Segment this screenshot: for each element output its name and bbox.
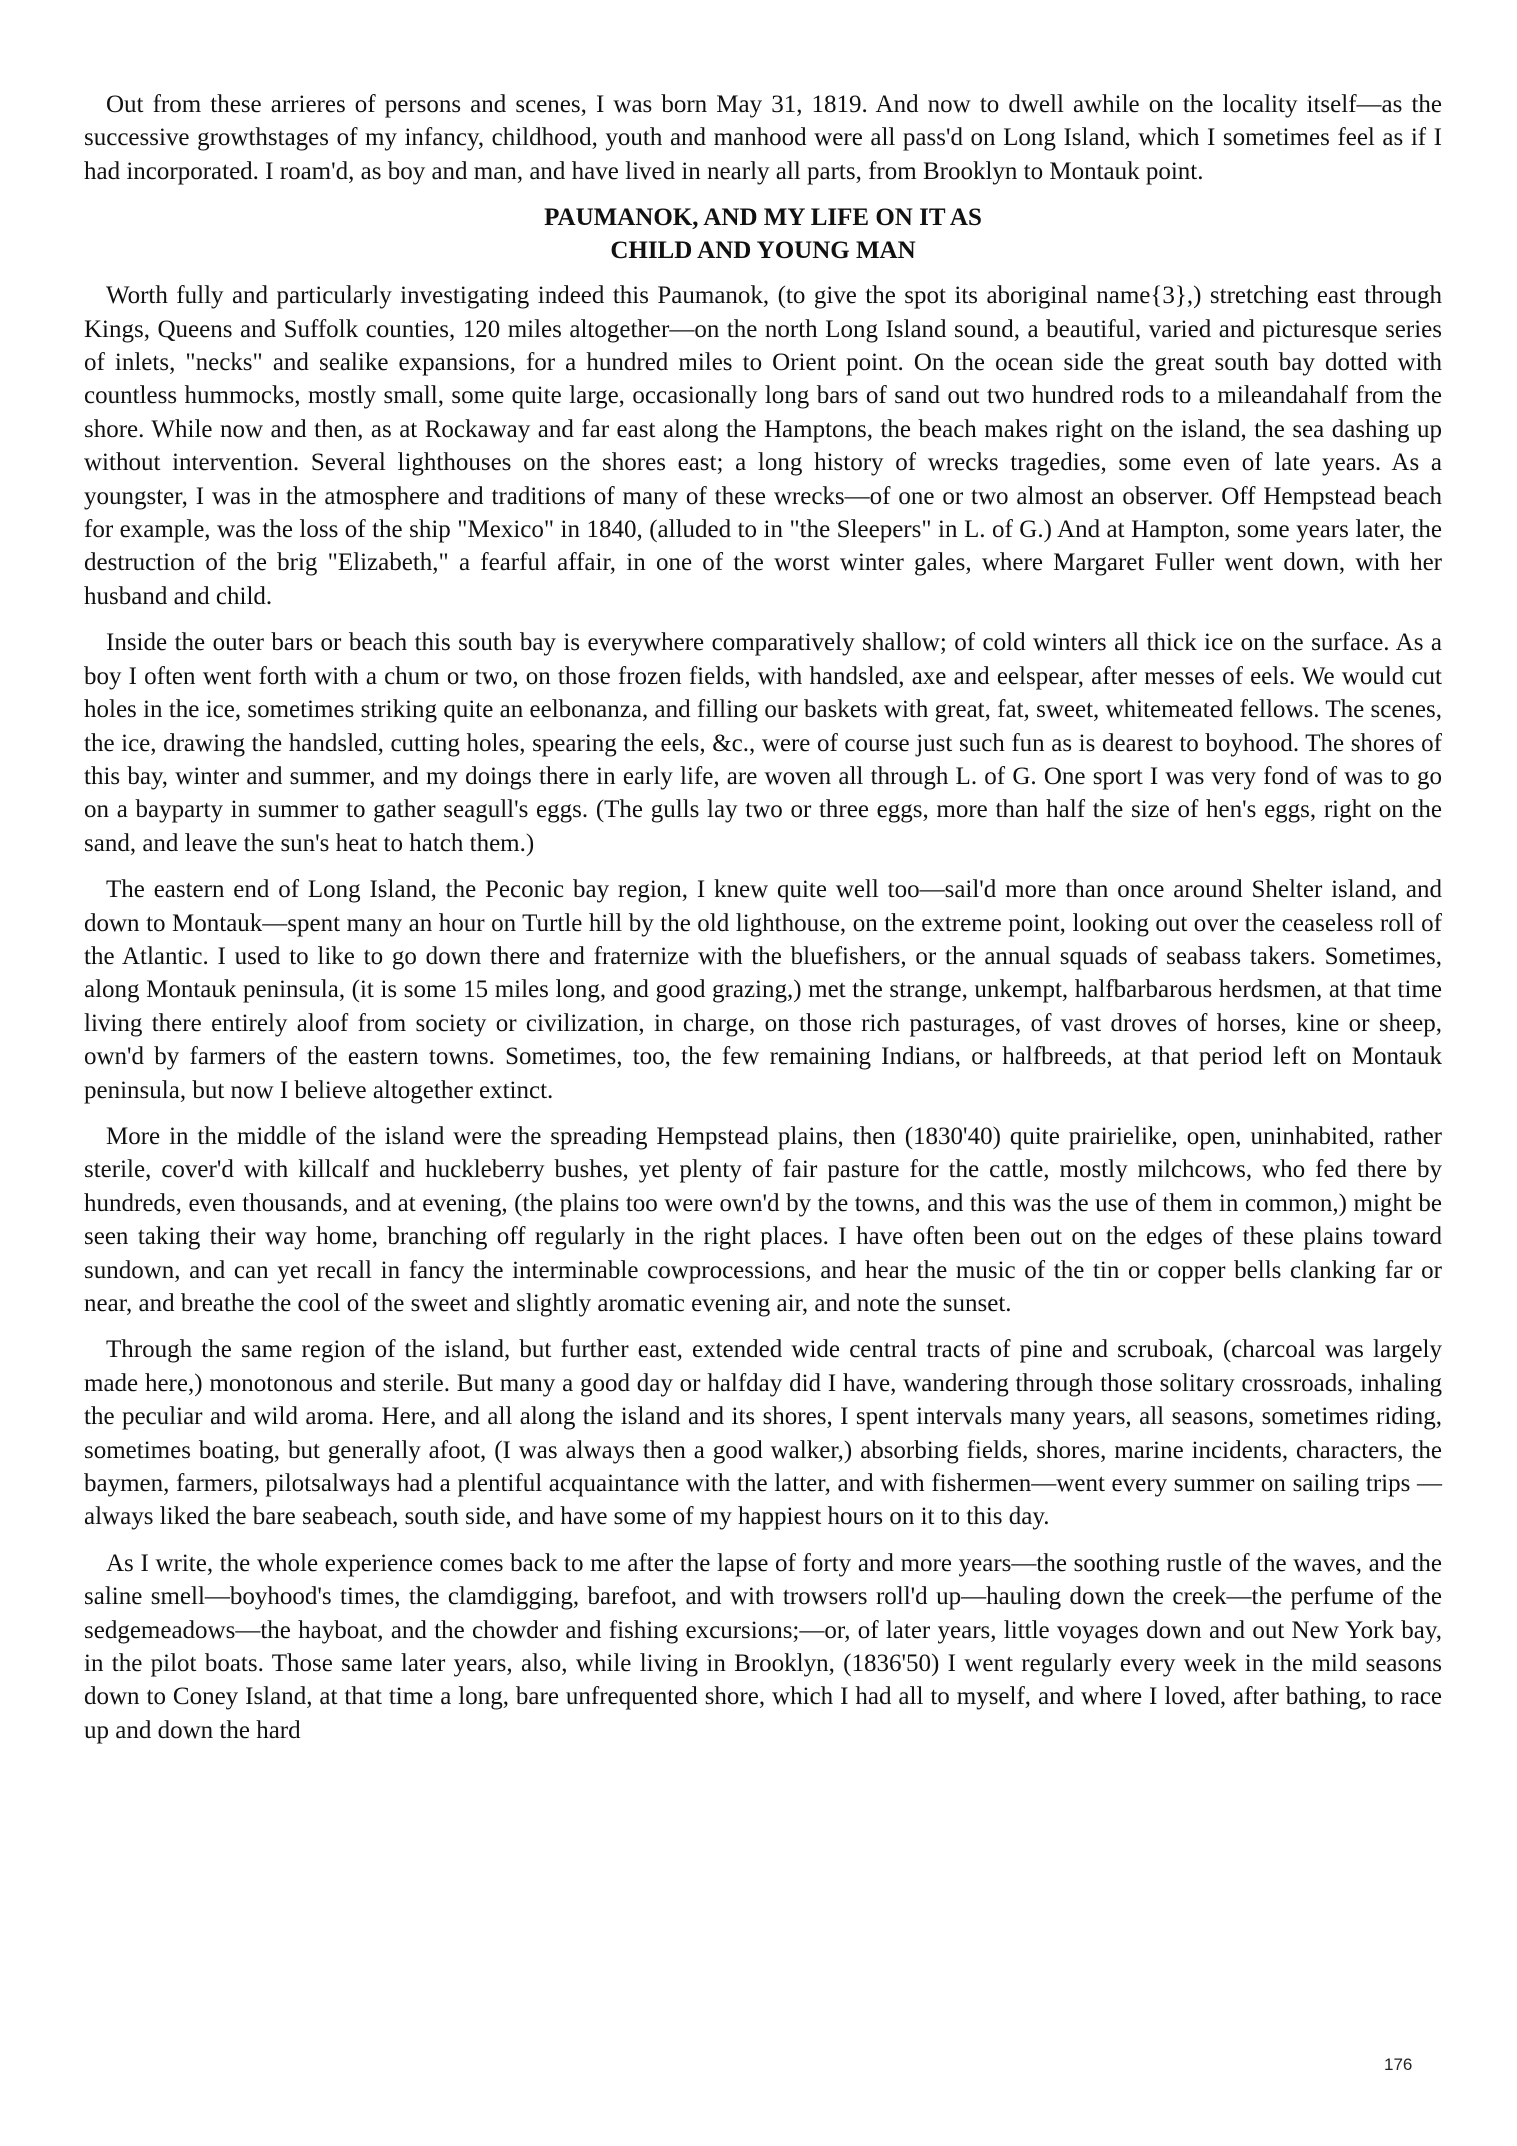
body-paragraph: The eastern end of Long Island, the Peconic bay region, I knew quite well too—sail'd more than once around Shelter island, and down to Montauk—spent many an hour on Turtle hill by the old lighthouse, on the extreme point, looking out over the ceaseless roll of the Atlantic. I used to like to go down there and fraternize with the bluefishers, or the annual squads of seabass takers. Sometimes, along Montauk peninsula, (it is some 15 miles long, and good grazing,) met the strange, unkempt, halfbarbarous herdsmen, at that time living there entirely aloof from society or civilization, in charge, on those rich pasturages, of vast droves of horses, kine or sheep, own'd by farmers of the eastern towns. Sometimes, too, the few remaining Indians, or halfbreeds, at that period left on Montauk peninsula, but now I believe altogether extinct. <box>84 876 1442 1104</box>
body-paragraph: Worth fully and particularly investigating indeed this Paumanok, (to give the spot its aboriginal name{3},) stretching east through Kings, Queens and Suffolk counties, 120 miles altogether—on the north Long Island sound, a beautiful, varied and picturesque series of inlets, "necks" and sealike expansions, for a hundred miles to Orient point. On the ocean side the great south bay dotted with countless hummocks, mostly small, some quite large, occasionally long bars of sand out two hundred rods to a mileandahalf from the shore. While now and then, as at Rockaway and far east along the Hamptons, the beach makes right on the island, the sea dashing up without intervention. Several lighthouses on the shores east; a long history of wrecks tragedies, some even of late years. As a youngster, I was in the atmosphere and traditions of many of these wrecks—of one or two almost an observer. Off Hempstead beach for example, was the loss of the ship "Mexico" in 1840, (alluded to in "the Sleepers" in L. of G.) And at Hampton, some years later, the destruction of the brig "Elizabeth," a fearful affair, in one of the worst winter gales, where Margaret Fuller went down, with her husband and child. <box>84 282 1442 610</box>
section-heading-line-2: CHILD AND YOUNG MAN <box>610 237 916 265</box>
body-paragraph: Inside the outer bars or beach this south bay is everywhere comparatively shallow; of cold winters all thick ice on the surface. As a boy I often went forth with a chum or two, on those frozen fields, with handsled, axe and eelspear, after messes of eels. We would cut holes in the ice, sometimes striking quite an eelbonanza, and filling our baskets with great, fat, sweet, whitemeated fellows. The scenes, the ice, drawing the handsled, cutting holes, spearing the eels, &c., were of course just such fun as is dearest to boyhood. The shores of this bay, winter and summer, and my doings there in early life, are woven all through L. of G. One sport I was very fond of was to go on a bayparty in summer to gather seagull's eggs. (The gulls lay two or three eggs, more than half the size of hen's eggs, right on the sand, and leave the sun's heat to hatch them.) <box>84 629 1442 857</box>
body-paragraph: As I write, the whole experience comes back to me after the lapse of forty and more years—the soothing rustle of the waves, and the saline smell—boyhood's times, the clamdigging, barefoot, and with trowsers roll'd up—hauling down the creek—the perfume of the sedgemeadows—the hayboat, and the chowder and fishing excursions;—or, of later years, little voyages down and out New York bay, in the pilot boats. Those same later years, also, while living in Brooklyn, (1836'50) I went regularly every week in the mild seasons down to Coney Island, at that time a long, bare unfrequented shore, which I had all to myself, and where I loved, after bathing, to race up and down the hard <box>84 1549 1442 1744</box>
section-heading-line-1: PAUMANOK, AND MY LIFE ON IT AS <box>544 204 982 232</box>
intro-paragraph: Out from these arrieres of persons and scenes, I was born May 31, 1819. And now to dwell awhile on the locality itself—as the successive growthstages of my infancy, childhood, youth and manhood were all pass'd on Long Island, which I sometimes feel as if I had incorporated. I roam'd, as boy and man, and have lived in nearly all parts, from Brooklyn to Montauk point. <box>84 91 1442 185</box>
body-paragraph: More in the middle of the island were the spreading Hempstead plains, then (1830'40) quite prairielike, open, uninhabited, rather sterile, cover'd with killcalf and huckleberry bushes, yet plenty of fair pasture for the cattle, mostly milchcows, who fed there by hundreds, even thousands, and at evening, (the plains too were own'd by the towns, and this was the use of them in common,) might be seen taking their way home, branching off regularly in the right places. I have often been out on the edges of these plains toward sundown, and can yet recall in fancy the interminable cowprocessions, and hear the music of the tin or copper bells clanking far or near, and breathe the cool of the sweet and slightly aromatic evening air, and note the sunset. <box>84 1122 1442 1317</box>
section-heading <box>84 201 1442 267</box>
document-page <box>84 88 1442 1760</box>
body-paragraph: Through the same region of the island, but further east, extended wide central tracts of pine and scruboak, (charcoal was largely made here,) monotonous and sterile. But many a good day or halfday did I have, wandering through those solitary crossroads, inhaling the peculiar and wild aroma. Here, and all along the island and its shores, I spent intervals many years, all seasons, sometimes riding, sometimes boating, but generally afoot, (I was always then a good walker,) absorbing fields, shores, marine incidents, characters, the baymen, farmers, pilotsalways had a plentiful acquaintance with the latter, and with fishermen—went every summer on sailing trips —always liked the bare seabeach, south side, and have some of my happiest hours on it to this day. <box>84 1336 1442 1531</box>
page-number: 176 <box>1384 2055 1413 2074</box>
